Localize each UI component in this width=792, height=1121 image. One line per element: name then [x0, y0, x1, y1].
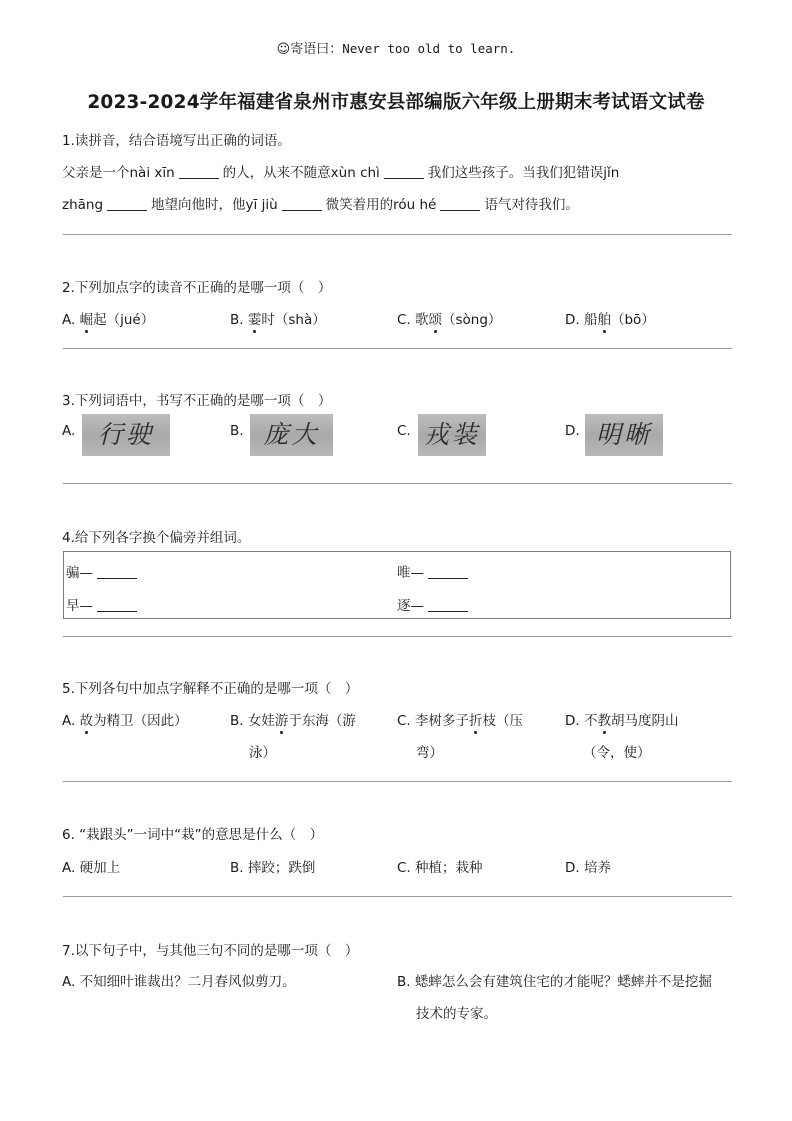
q4-cell — [397, 561, 472, 581]
q6-option-b[interactable]: B. 摔跤；跌倒 — [230, 860, 316, 876]
q6-stem: 6. “栽跟头”一词中“栽”的意思是什么（ ） — [62, 827, 324, 843]
q3-option-a-letter[interactable]: A. — [62, 423, 76, 439]
q4-cell — [397, 594, 472, 614]
answer-blank[interactable] — [384, 166, 424, 179]
answer-blank[interactable] — [440, 198, 480, 211]
answer-blank[interactable] — [282, 198, 322, 211]
q3-option-d-letter[interactable]: D. — [565, 423, 580, 439]
q7-option-b-cont: 技术的专家。 — [416, 1006, 497, 1022]
q7-stem: 7.以下句子中，与其他三句不同的是哪一项（ ） — [62, 943, 359, 959]
section-divider — [63, 348, 732, 349]
q4-char: 骗— — [66, 565, 93, 581]
dotted-char: 教 — [597, 709, 611, 729]
option-text: （bō） — [610, 312, 655, 328]
q6-option-d[interactable]: D. 培养 — [565, 860, 611, 876]
q4-cell — [66, 561, 141, 581]
dotted-char: 折 — [469, 709, 483, 729]
q1-text: 我们这些孩子。当我们犯错误jǐn — [427, 165, 620, 181]
option-prefix: B. — [230, 312, 248, 328]
motto — [0, 38, 792, 57]
q2-option-b[interactable] — [230, 308, 326, 328]
page-title: 2023-2024学年福建省泉州市惠安县部编版六年级上册期末考试语文试卷 — [87, 92, 705, 113]
q1-stem: 1.读拼音，结合语境写出正确的词语。 — [62, 133, 291, 149]
q1-text: zhāng — [62, 197, 104, 213]
option-text: 起（jué） — [93, 312, 155, 328]
q4-stem: 4.给下列各字换个偏旁并组词。 — [62, 530, 251, 546]
q1-line1 — [62, 161, 619, 181]
option-prefix: B. 女娃 — [230, 713, 275, 729]
q4-char: 逐— — [397, 598, 424, 614]
q5-stem: 5.下列各句中加点字解释不正确的是哪一项（ ） — [62, 681, 359, 697]
answer-blank[interactable] — [97, 599, 137, 612]
option-text: 于东海（游 — [288, 713, 356, 729]
dotted-char: 舶 — [597, 308, 611, 328]
q2-option-d[interactable] — [565, 308, 655, 328]
option-prefix: C. 歌 — [397, 312, 429, 328]
handwriting-image-d: 明晰 — [585, 414, 663, 456]
dotted-char: 游 — [275, 709, 289, 729]
option-prefix: D. 不 — [565, 713, 598, 729]
option-text: 时（shà） — [261, 312, 326, 328]
q5-option-d[interactable] — [565, 709, 678, 729]
q4-char: 唯— — [397, 565, 424, 581]
answer-blank[interactable] — [428, 566, 468, 579]
q5-option-d-cont: （令，使） — [583, 745, 651, 761]
dotted-char: 故 — [80, 709, 94, 729]
motto-prefix: ☺寄语曰： — [276, 42, 343, 57]
section-divider — [63, 781, 732, 782]
answer-blank[interactable] — [428, 599, 468, 612]
answer-blank[interactable] — [97, 566, 137, 579]
dotted-char: 崛 — [80, 308, 94, 328]
q1-text: 的人，从来不随意xùn chì — [222, 165, 380, 181]
option-text: （sòng） — [442, 312, 502, 328]
q7-option-b[interactable]: B. 蟋蟀怎么会有建筑住宅的才能呢？蟋蟀并不是挖掘 — [397, 974, 712, 990]
section-divider — [63, 234, 732, 235]
q6-option-a[interactable]: A. 硬加上 — [62, 860, 121, 876]
section-divider — [63, 483, 732, 484]
q1-text: 地望向他时，他yī jiù — [151, 197, 278, 213]
q5-option-c-cont: 弯） — [416, 745, 443, 761]
dotted-char: 颂 — [429, 308, 443, 328]
q3-option-b-letter[interactable]: B. — [230, 423, 244, 439]
q1-text: 父亲是一个nài xīn — [62, 165, 175, 181]
section-divider — [63, 896, 732, 897]
answer-blank[interactable] — [107, 198, 147, 211]
q4-cell — [66, 594, 141, 614]
q2-option-a[interactable] — [62, 308, 154, 328]
q4-char: 早— — [66, 598, 93, 614]
motto-text: Never too old to learn. — [342, 41, 516, 56]
option-text: 胡马度阴山 — [610, 713, 679, 729]
q5-option-a[interactable] — [62, 709, 188, 729]
dotted-char: 霎 — [248, 308, 262, 328]
q1-line2 — [62, 193, 579, 213]
q6-option-c[interactable]: C. 种植；栽种 — [397, 860, 483, 876]
q3-stem: 3.下列词语中，书写不正确的是哪一项（ ） — [62, 393, 332, 409]
q2-option-c[interactable] — [397, 308, 501, 328]
section-divider — [63, 636, 732, 637]
q3-option-c-letter[interactable]: C. — [397, 423, 411, 439]
q1-text: 语气对待我们。 — [484, 197, 579, 213]
option-text: 为精卫（因此） — [93, 713, 188, 729]
q5-option-c[interactable] — [397, 709, 523, 729]
option-prefix: C. 李树多子 — [397, 713, 470, 729]
handwriting-image-a: 行驶 — [82, 414, 170, 456]
handwriting-image-b: 庞大 — [250, 414, 333, 456]
q7-option-a[interactable]: A. 不知细叶谁裁出？二月春风似剪刀。 — [62, 974, 296, 990]
answer-blank[interactable] — [179, 166, 219, 179]
q5-option-b-cont: 泳） — [249, 745, 276, 761]
option-prefix: A. — [62, 312, 80, 328]
q1-text: 微笑着用的róu hé — [325, 197, 437, 213]
handwriting-image-c: 戎装 — [418, 414, 486, 456]
option-prefix: D. 船 — [565, 312, 598, 328]
q5-option-b[interactable] — [230, 709, 356, 729]
q2-stem: 2.下列加点字的读音不正确的是哪一项（ ） — [62, 280, 332, 296]
option-text: 枝（压 — [482, 713, 524, 729]
option-prefix: A. — [62, 713, 80, 729]
